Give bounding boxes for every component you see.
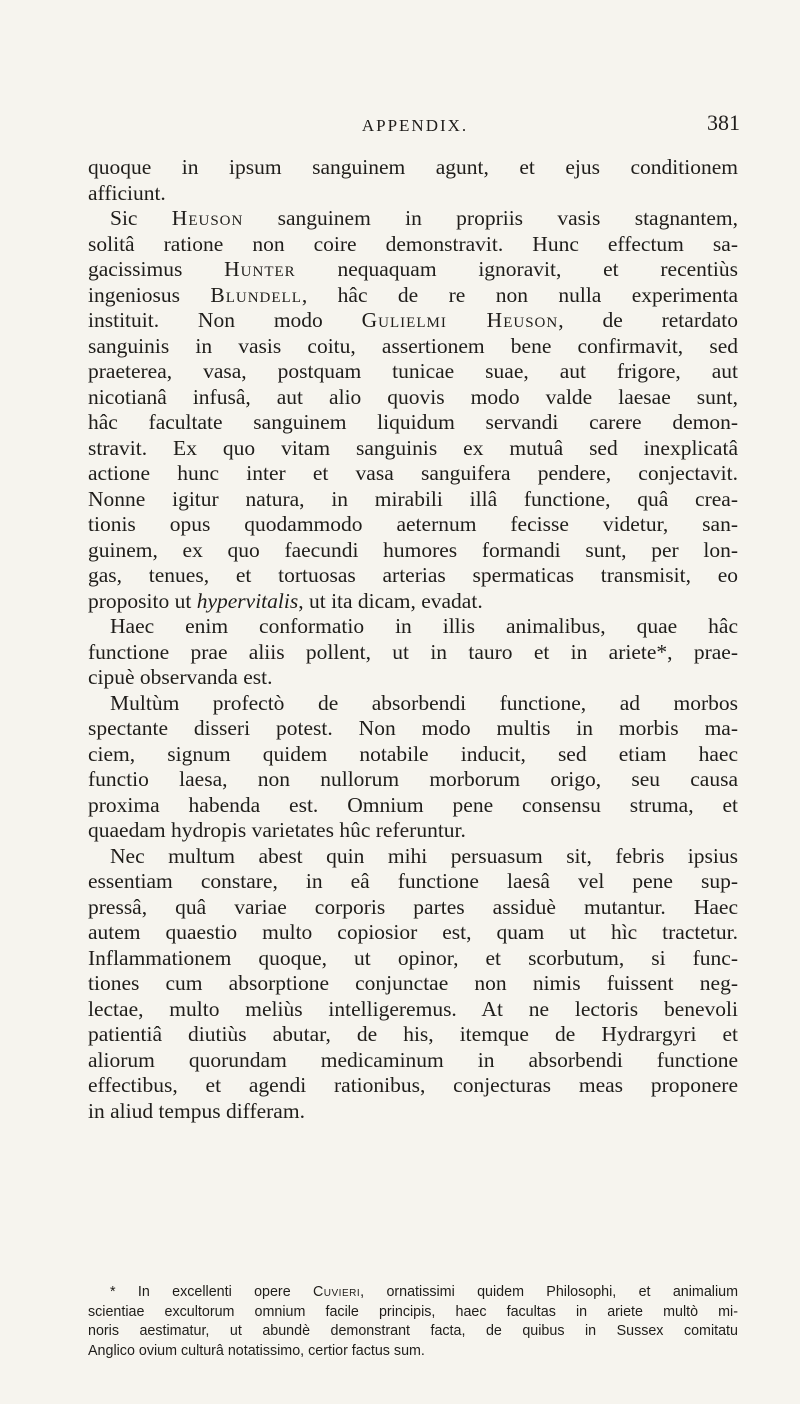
text-line: gas, tenues, et tortuosas arterias spermaticas transmisit, eo xyxy=(88,563,738,587)
text-line: Haec enim conformatio in illis animalibus, quae hâc xyxy=(110,614,738,638)
footnote-line: noris aestimatur, ut abundè demonstrant facta, de quibus in Sussex comitatu xyxy=(88,1323,738,1339)
italic-term: hypervitalis xyxy=(196,588,299,613)
text-line: cipuè observanda est. xyxy=(88,665,273,689)
footnote-line: Anglico ovium culturâ notatissimo, certior factus sum. xyxy=(88,1342,425,1359)
text-line: guinem, ex quo faecundi humores formandi sunt, per lon- xyxy=(88,537,738,562)
text-line: in aliud tempus differam. xyxy=(88,1098,305,1123)
running-head xyxy=(90,110,740,140)
footnote-line: scientiae excultorum omnium facile principis, haec facultas in ariete multò mi- xyxy=(88,1303,738,1320)
text-line: quoque in ipsum sanguinem agunt, et ejus conditionem xyxy=(88,155,738,179)
text-line: praeterea, vasa, postquam tunicae suae, aut frigore, aut xyxy=(88,359,738,383)
text-line: Nonne igitur natura, in mirabili illâ functione, quâ crea- xyxy=(88,486,738,511)
text-line: afficiunt. xyxy=(88,180,166,205)
author-name: Blundell xyxy=(210,282,302,307)
text-line: proposito ut hypervitalis, ut ita dicam, evadat. xyxy=(88,588,483,613)
author-name: Cuvieri xyxy=(312,1284,361,1300)
text-line: proxima habenda est. Omnium pene consensu struma, et xyxy=(88,792,738,817)
author-name: Hunter xyxy=(224,257,296,281)
text-line: stravit. Ex quo vitam sanguinis ex mutuâ sed inexplicatâ xyxy=(88,435,738,460)
text-line: effectibus, et agendi rationibus, conjecturas meas proponere xyxy=(88,1073,738,1097)
footnote-line: * In excellenti opere Cuvieri, ornatissimi quidem Philosophi, et animalium xyxy=(110,1284,738,1300)
text-line: Inflammationem quoque, ut opinor, et scorbutum, si func- xyxy=(88,945,738,970)
text-line: lectae, multo meliùs intelligeremus. At ne lectoris benevoli xyxy=(88,996,738,1021)
author-name: Gulielmi Heuson xyxy=(361,308,559,332)
page-number: 381 xyxy=(707,110,740,135)
text-line: autem quaestio multo copiosior est, quam ut hìc tractetur. xyxy=(88,920,738,944)
text-line: solitâ ratione non coire demonstravit. Hunc effectum sa- xyxy=(88,231,738,256)
text-line: aliorum quorundam medicaminum in absorbendi functione xyxy=(88,1047,738,1072)
text-line: gacissimus Hunter nequaquam ignoravit, et recentiùs xyxy=(88,257,739,281)
text-line: instituit. Non modo Gulielmi Heuson, de retardato xyxy=(88,308,738,332)
main-text xyxy=(88,155,738,1124)
text-line: sanguinis in vasis coitu, assertionem bene confirmavit, sed xyxy=(88,333,738,358)
text-line: ciem, signum quidem notabile inducit, sed etiam haec xyxy=(88,741,738,766)
text-line: tionis opus quodammodo aeternum fecisse videtur, san- xyxy=(88,512,738,536)
text-line: quaedam hydropis varietates hûc referuntur. xyxy=(88,818,466,842)
text-line: Nec multum abest quin mihi persuasum sit, febris ipsius xyxy=(110,843,738,868)
text-line: Multùm profectò de absorbendi functione, ad morbos xyxy=(110,690,738,715)
text-line: functione prae aliis pollent, ut in tauro et in ariete*, prae- xyxy=(88,639,738,664)
text-line: hâc facultate sanguinem liquidum servandi carere demon- xyxy=(88,410,738,434)
text-line: essentiam constare, in eâ functione laesâ vel pene sup- xyxy=(88,869,738,893)
text-line: spectante disseri potest. Non modo multis in morbis ma- xyxy=(88,716,738,740)
text-line: tiones cum absorptione conjunctae non nimis fuissent neg- xyxy=(88,971,738,995)
text-line: nicotianâ infusâ, aut alio quovis modo valde laesae sunt, xyxy=(88,384,738,409)
text-line: functio laesa, non nullorum morborum origo, seu causa xyxy=(88,767,738,791)
text-line: Sic Heuson sanguinem in propriis vasis stagnantem, xyxy=(110,206,738,230)
text-line: actione hunc inter et vasa sanguifera pendere, conjectavit. xyxy=(88,461,738,485)
text-line: pressâ, quâ variae corporis partes assiduè mutantur. Haec xyxy=(88,894,738,919)
footnote xyxy=(88,1283,738,1361)
text-line: ingeniosus Blundell, hâc de re non nulla experimenta xyxy=(88,282,738,307)
text-line: patientiâ diutiùs abutar, de his, itemque de Hydrargyri et xyxy=(88,1022,738,1046)
author-name: Heuson xyxy=(171,206,244,230)
running-title: APPENDIX. xyxy=(361,116,469,135)
